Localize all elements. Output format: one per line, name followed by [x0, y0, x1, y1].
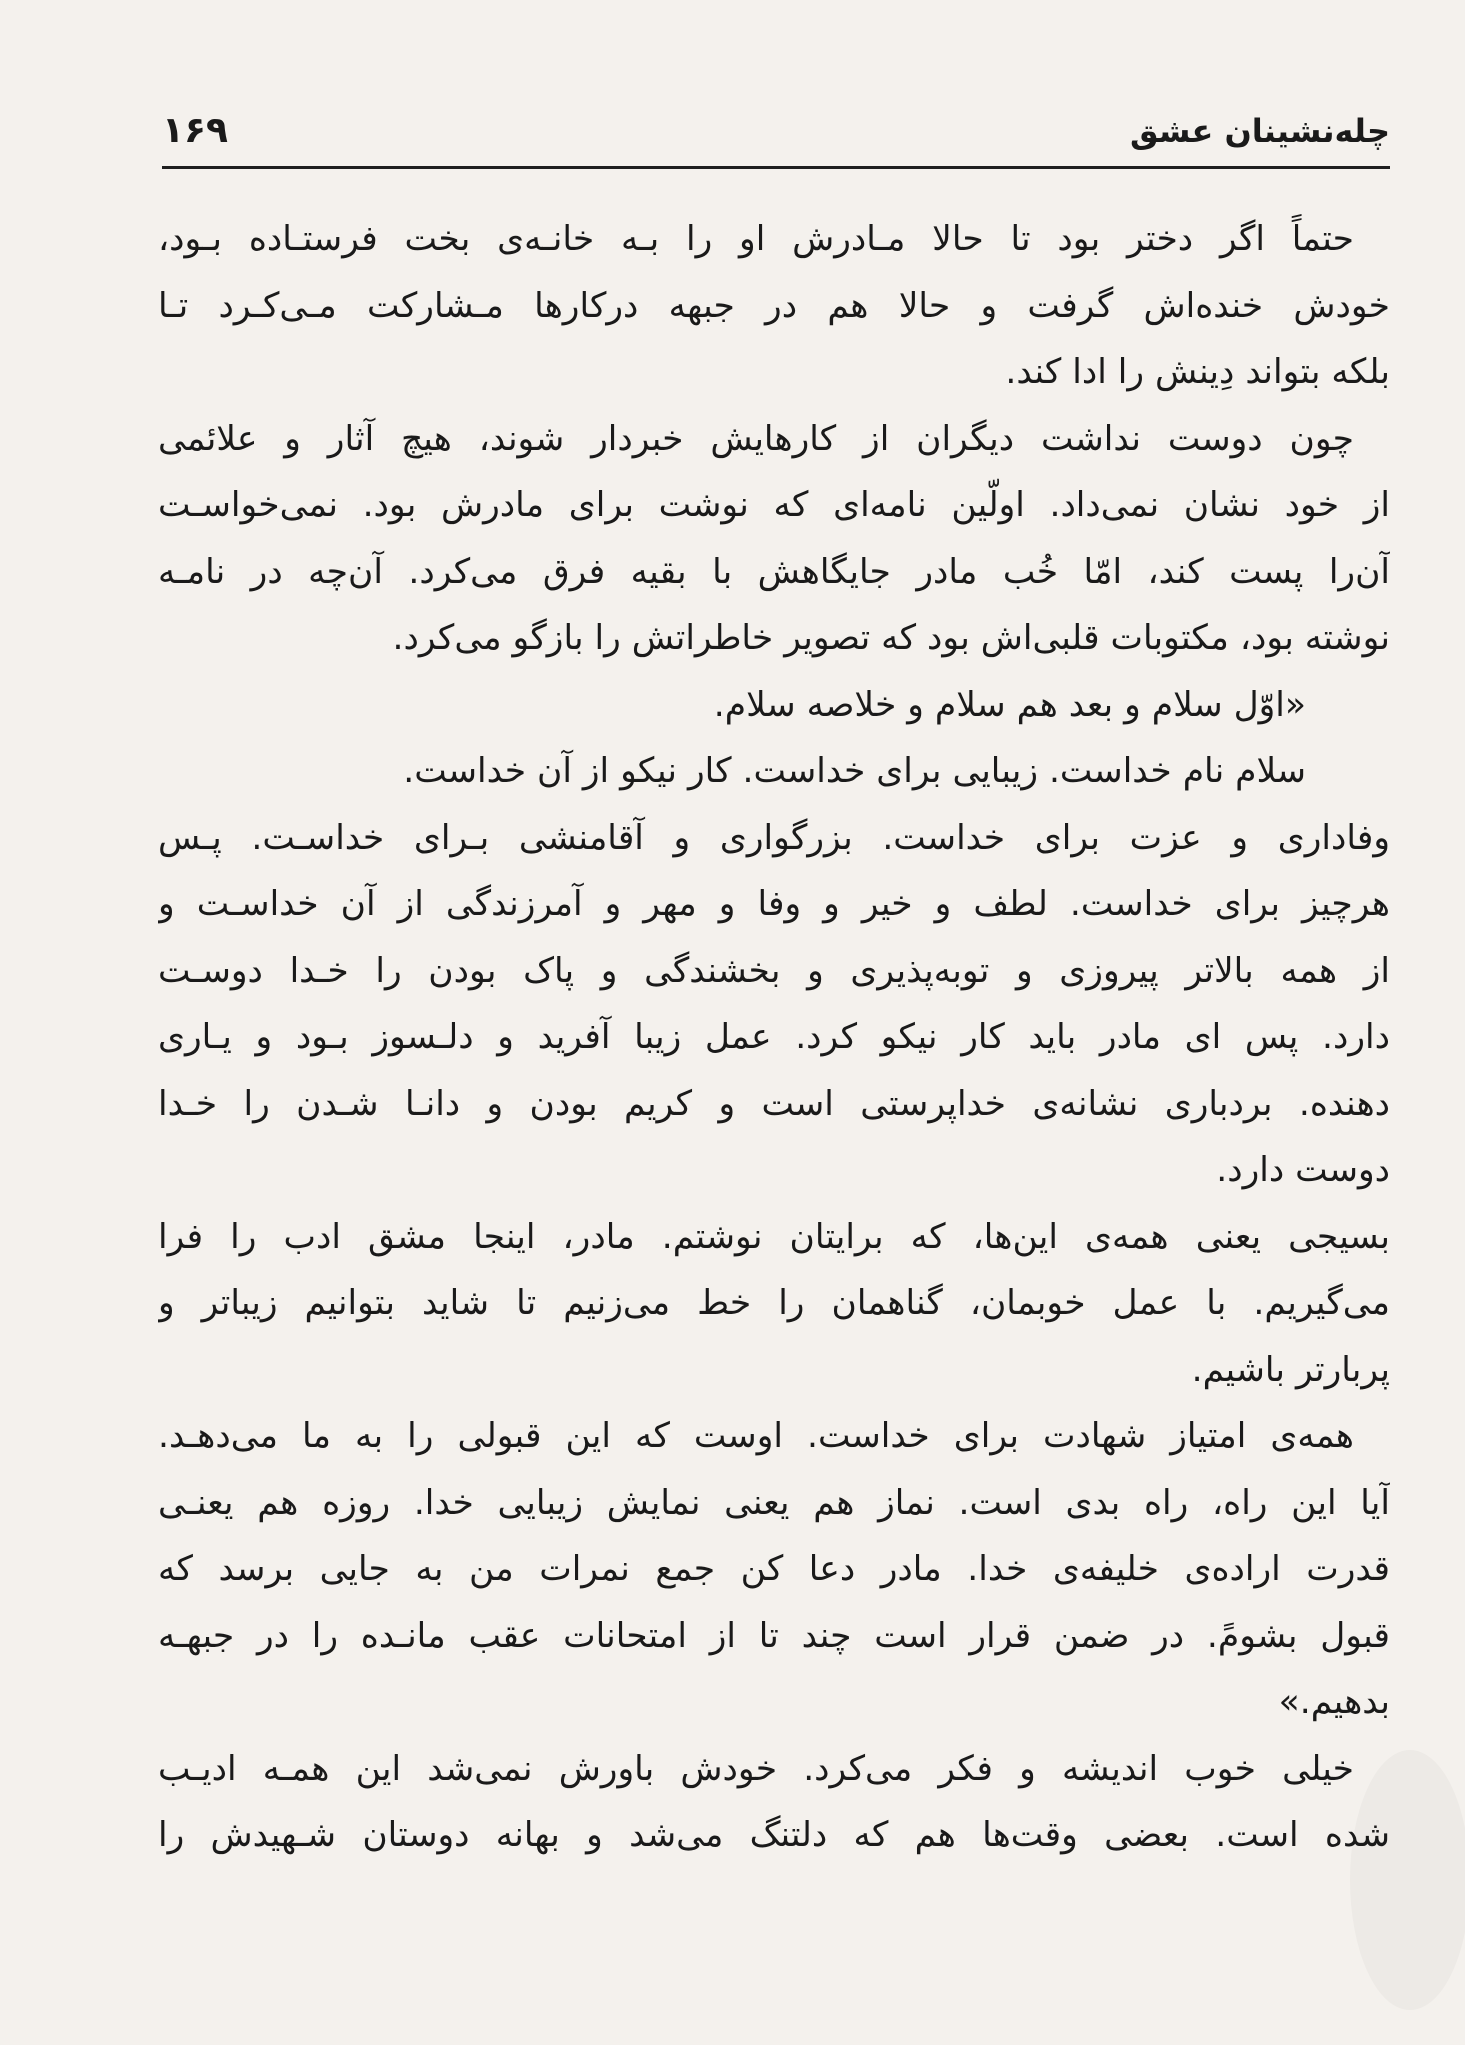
running-title: چله‌نشینان عشق	[1130, 112, 1390, 150]
page-header	[162, 110, 1390, 169]
text-line: دارد. پس ای مادر باید کار نیکو کرد. عمل زیبا آفرید و دلـسوز بـود و یـاری	[158, 1017, 1390, 1057]
text-line: آن‌را پست کند، امّا خُب مادر جایگاهش با بقیه فرق می‌کرد. آن‌چه در نامـه	[158, 551, 1390, 592]
text-line: پربارتر باشیم.	[1191, 1349, 1390, 1390]
text-line: شده است. بعضی وقت‌ها هم که دلتنگ می‌شد و بهانه دوستان شـهیدش را	[158, 1815, 1390, 1855]
text-line: بسیجی یعنی همه‌ی این‌ها، که برایتان نوشتم. مادر، اینجا مشق ادب را فرا	[158, 1216, 1390, 1257]
text-line: هرچیز برای خداست. لطف و خیر و وفا و مهر و آمرزندگی از آن خداسـت و	[158, 884, 1390, 924]
text-line: از خود نشان نمی‌داد. اولّین نامه‌ای که نوشت برای مادرش بود. نمی‌خواسـت	[158, 485, 1390, 525]
page-number: ۱۶۹	[162, 110, 228, 151]
text-line: بلکه بتواند دِینش را ادا کند.	[1005, 352, 1390, 392]
text-line: دوست دارد.	[1216, 1150, 1390, 1190]
text-line: می‌گیریم. با عمل خوبمان، گناهمان را خط می‌زنیم تا شاید بتوانیم زیباتر و	[158, 1283, 1390, 1323]
text-line: قبول بشومً. در ضمن قرار است چند تا از امتحانات عقب مانـده را در جبهـه	[158, 1615, 1390, 1656]
text-line: خیلی خوب اندیشه و فکر می‌کرد. خودش باورش نمی‌شد این همـه ادیـب	[158, 1748, 1354, 1789]
text-line: چون دوست نداشت دیگران از کارهایش خبردار شوند، هیچ آثار و علائمی	[158, 418, 1354, 459]
text-line: حتماً اگر دختر بود تا حالا مـادرش او را بـه خانـه‌ی بخت فرستـاده بـود،	[158, 219, 1354, 259]
text-line: قدرت اراده‌ی خلیفه‌ی خدا. مادر دعا کن جمع نمرات من به جایی برسد که	[158, 1549, 1390, 1589]
text-line: آیا این راه، راه بدی است. نماز هم یعنی نمایش زیبایی خدا. روزه هم یعنـی	[158, 1482, 1390, 1523]
text-line: دهنده. بردباری نشانه‌ی خداپرستی است و کریم بودن و دانـا شـدن را خـدا	[158, 1083, 1390, 1124]
text-line: وفاداری و عزت برای خداست. بزرگواری و آقامنشی بـرای خداسـت. پـس	[158, 817, 1390, 858]
text-line: نوشته بود، مکتوبات قلبی‌اش بود که تصویر خاطراتش را بازگو می‌کرد.	[392, 618, 1390, 658]
text-line: سلام نام خداست. زیبایی برای خداست. کار نیکو از آن خداست.	[403, 751, 1306, 791]
text-line: بدهیم.»	[1278, 1682, 1390, 1722]
text-line: از همه بالاتر پیروزی و توبه‌پذیری و بخشندگی و پاک بودن را خـدا دوسـت	[158, 950, 1390, 991]
body-text	[158, 206, 1390, 1869]
text-line: همه‌ی امتیاز شهادت برای خداست. اوست که این قبولی را به ما می‌دهـد.	[158, 1416, 1354, 1456]
text-line: «اوّل سلام و بعد هم سلام و خلاصه سلام.	[713, 684, 1306, 725]
text-line: خودش خنده‌اش گرفت و حالا هم در جبهه درکارها مـشارکت مـی‌کـرد تـا	[158, 285, 1390, 326]
